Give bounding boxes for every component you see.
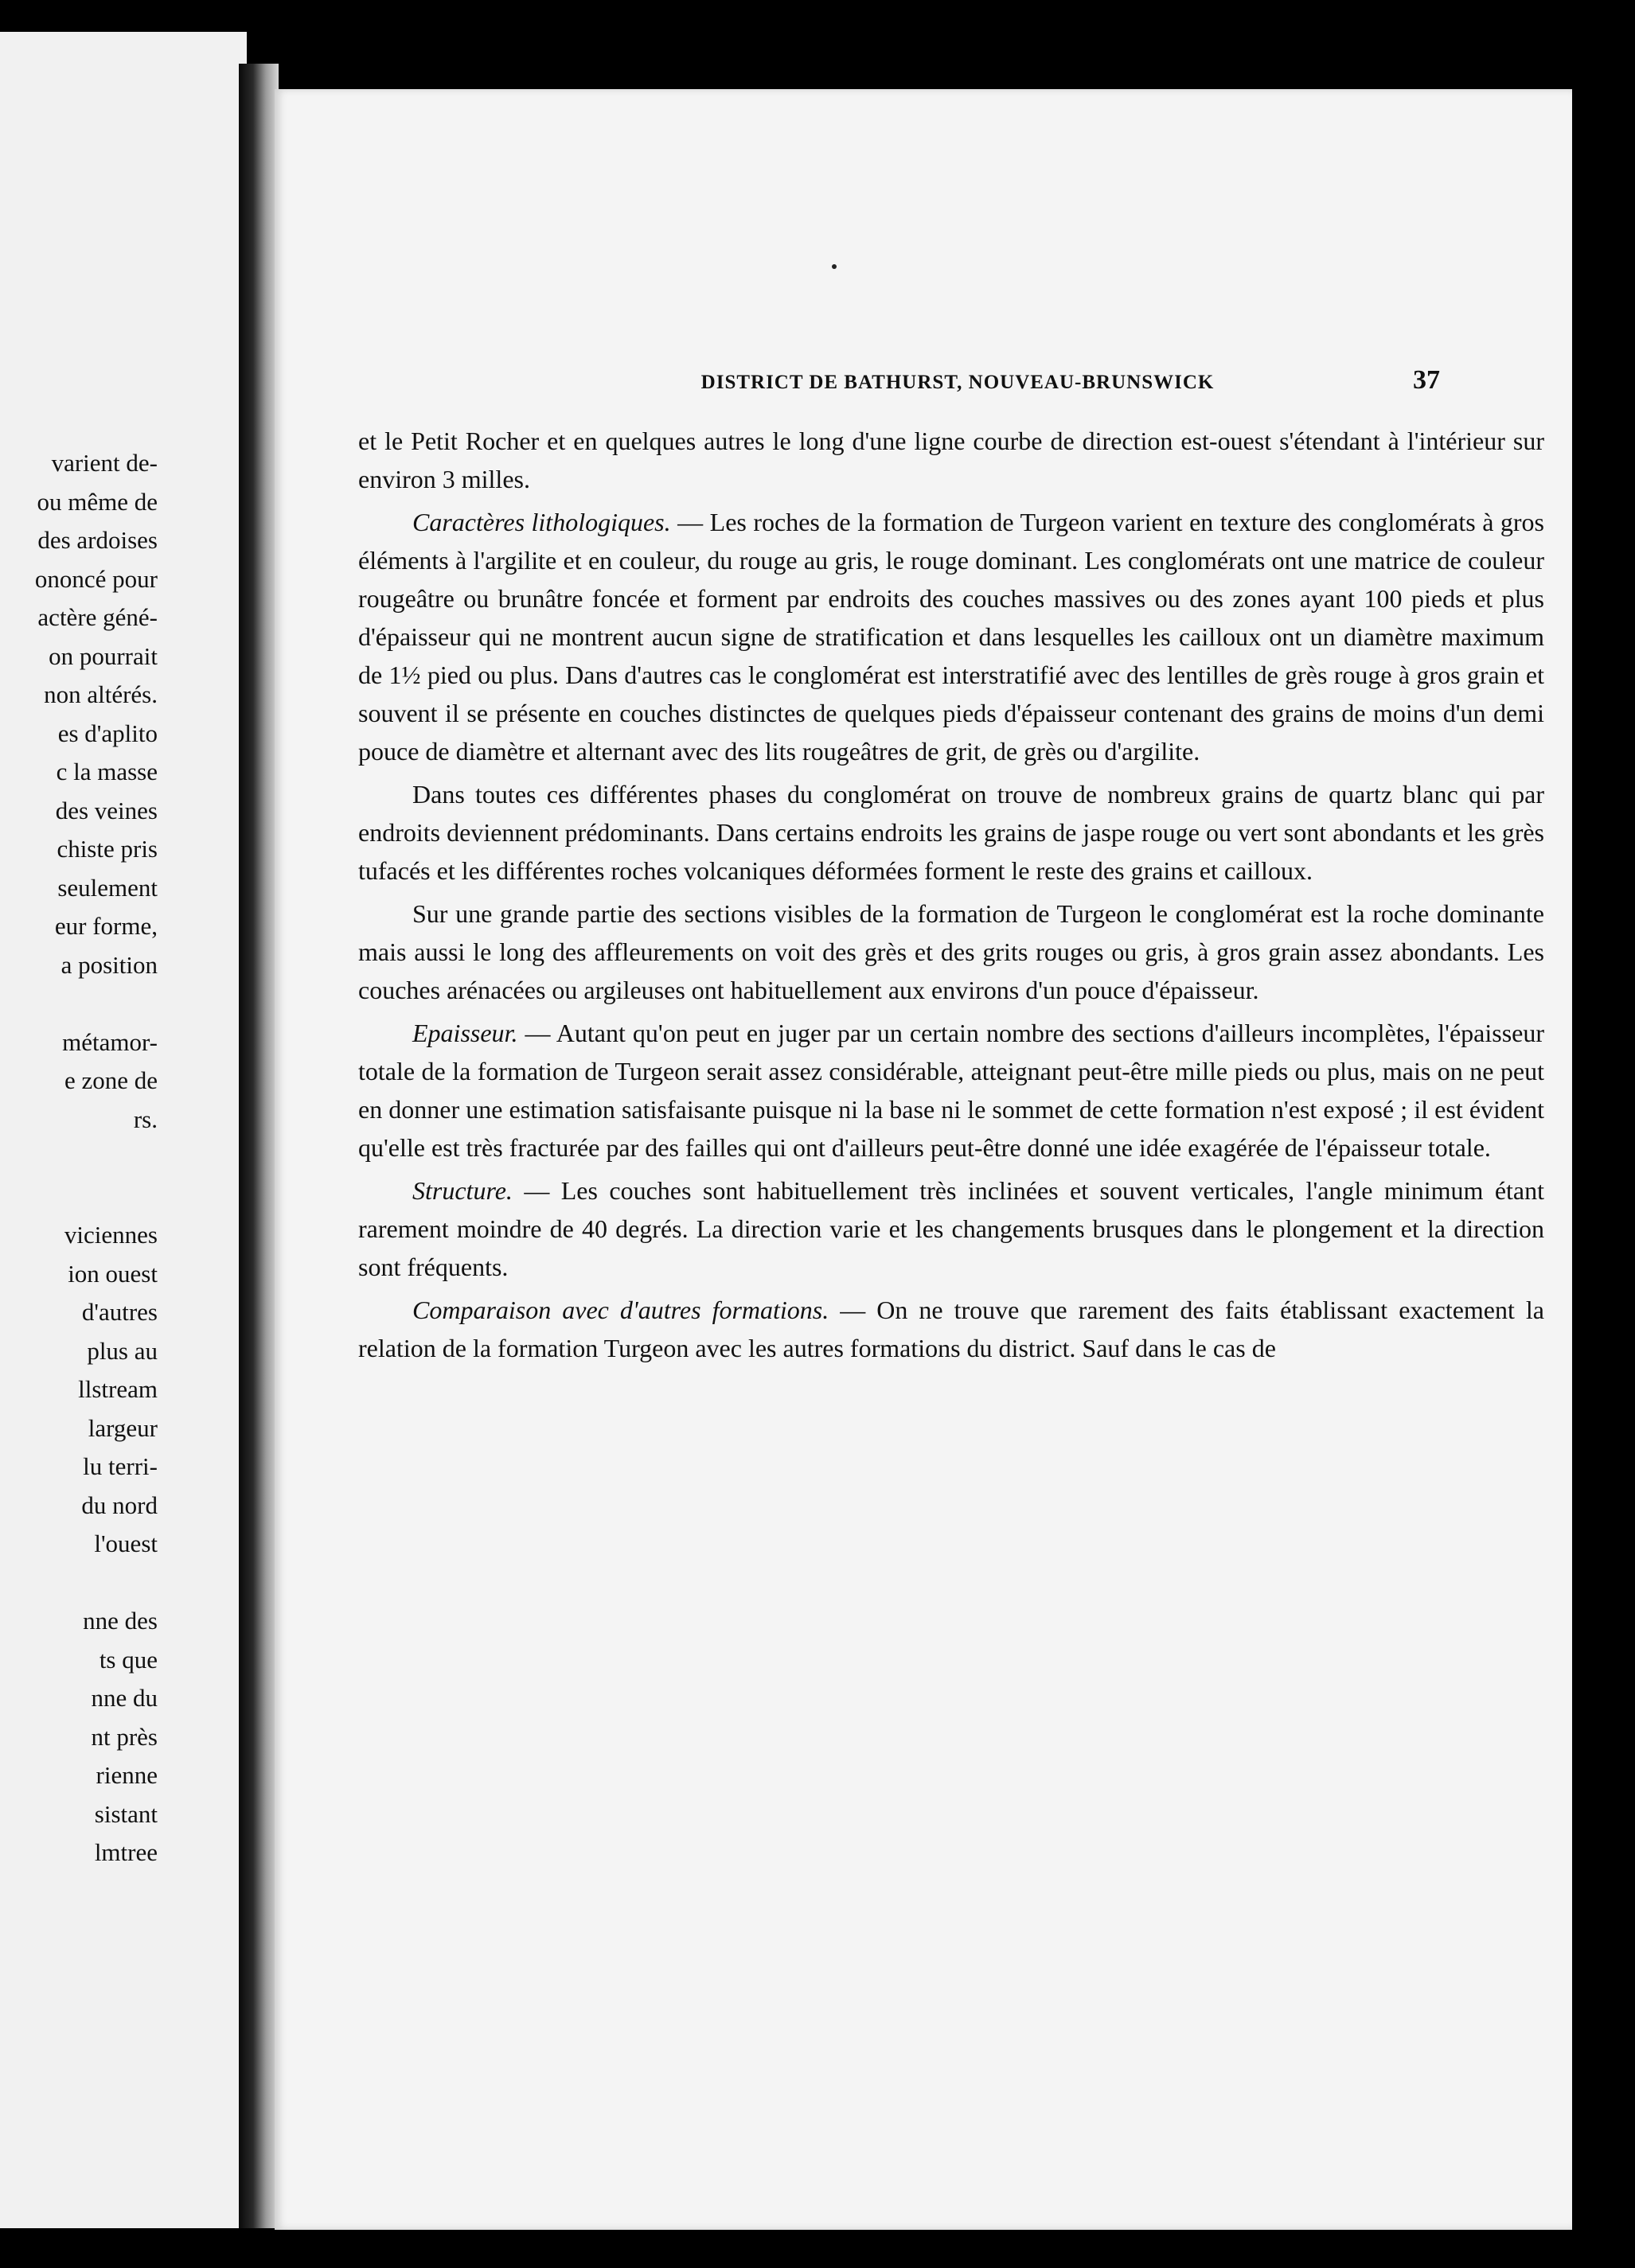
left-page-line: c la masse [56,758,158,785]
page-number: 37 [1413,365,1440,395]
left-page-line: seulement [57,873,158,902]
paragraph-text: — On ne trouve que rarement des faits établissant exactement la relation de la formation Turgeon avec les autres formations du district. Sauf dans le cas de [358,1296,1544,1362]
left-page-line: non altérés. [44,680,158,708]
left-page-line: d'autres [81,1298,158,1326]
paragraph-text: — Autant qu'on peut en juger par un certain nombre des sections d'ailleurs incomplètes, l'épaisseur totale de la formation de Turgeon serait assez considérable, atteignant peut-être mille pieds ou plus, mais on ne peut en donner une estimation satisfaisante puisque ni la base ni le sommet de cette formation n'est exposé ; il est évident qu'elle est très fracturée par des failles qui ont d'ailleurs peut-être donné une idée exagérée de l'épaisseur totale. [358,1019,1544,1162]
left-page-line: chiste pris [57,835,158,863]
paragraph-heading: Epaisseur. [412,1019,518,1047]
left-facing-page [0,32,247,2228]
paragraph-text: Sur une grande partie des sections visibles de la formation de Turgeon le conglomérat est la roche dominante mais aussi le long des affleurements on voit des grès et des grits rouges ou gris, à gros grain assez abondants. Les couches arénacées ou argileuses ont habituellement aux environs d'un pouce d'épaisseur. [358,899,1544,1004]
left-page-line: actère géné- [37,603,158,631]
paragraph-text: et le Petit Rocher et en quelques autres le long d'une ligne courbe de direction est-ouest s'étendant à l'intérieur sur environ 3 milles. [358,427,1544,493]
paragraph-heading: Caractères lithologiques. [412,508,671,536]
paragraph-phases [358,775,1544,890]
paragraph-structure [358,1171,1544,1286]
left-page-line: a position [60,950,158,979]
left-page-line: des veines [55,796,158,824]
left-page-line: ts que [99,1645,158,1674]
left-page-line: du nord [81,1491,158,1519]
paragraph-text: — Les roches de la formation de Turgeon varient en texture des conglomérats à gros éléments à l'argilite et en couleur, du rouge au gris, le rouge dominant. Les conglomérats ont une matrice de couleur rougeâtre ou brunâtre foncée et forment par endroits des couches massives ou des zones ayant 100 pieds et plus d'épaisseur qui ne montrent aucun signe de stratification et dans lesquelles les cailloux ont un diamètre maximum de 1½ pied ou plus. Dans d'autres cas le conglomérat est interstratifié avec des lentilles de grès rouge à gros grain et souvent il se présente en couches distinctes de quelques pieds d'épaisseur contenant des grains de moins d'un demi pouce de diamètre et alternant avec des lits rougeâtres de grit, de grès ou d'argilite. [358,508,1545,766]
left-page-line: nne du [91,1684,158,1712]
left-page-line: nne des [83,1607,158,1635]
left-page-line: eur forme, [54,912,158,940]
paragraph-thickness [358,1014,1544,1167]
left-page-line: viciennes [64,1221,158,1249]
left-page-line: ou même de [37,487,158,516]
left-page-line: nt près [91,1722,158,1751]
body-text [358,422,1544,1372]
paragraph-text: Dans toutes ces différentes phases du conglomérat on trouve de nombreux grains de quartz blanc qui par endroits deviennent prédominants. Dans certains endroits les grains de jaspe rouge ou vert sont abondants et les grès tufacés et les différentes roches volcaniques déformées forment le reste des grains et cailloux. [358,780,1544,885]
left-page-line: métamor- [62,1027,158,1056]
left-page-line: sistant [94,1799,158,1828]
paragraph-heading: Structure. [412,1176,513,1205]
paragraph-text: — Les couches sont habituellement très inclinées et souvent verticales, l'angle minimum étant rarement moindre de 40 degrés. La direction varie et les changements brusques dans le plongement et la direction sont fréquents. [358,1176,1544,1281]
left-page-line: l'ouest [94,1530,158,1557]
left-page-line: des ardoises [37,526,158,554]
left-page-line: rienne [96,1761,158,1789]
speck-mark [832,264,837,269]
left-page-line: rs. [133,1105,158,1133]
paragraph-heading: Comparaison avec d'autres formations. [412,1296,829,1324]
left-page-line: e zone de [64,1066,158,1094]
left-page-line: lu terri- [83,1452,158,1480]
left-page-line: varient de- [51,449,158,477]
paragraph-comparison [358,1291,1544,1367]
binding-gutter [239,64,279,2228]
left-page-line: on pourrait [49,641,158,670]
left-page-line: plus au [87,1336,158,1365]
paragraph-lithology [358,503,1544,770]
left-page-line: lmtree [94,1838,158,1866]
running-head: DISTRICT DE BATHURST, NOUVEAU-BRUNSWICK [700,372,1215,393]
left-page-line: largeur [88,1413,158,1442]
paragraph-1 [358,422,1544,498]
left-page-line: ion ouest [68,1259,158,1288]
main-page [275,89,1572,2230]
left-page-line: es d'aplito [57,719,158,747]
left-page-line: llstream [78,1375,158,1403]
left-page-line: ononcé pour [34,564,158,593]
paragraph-sections [358,894,1544,1009]
